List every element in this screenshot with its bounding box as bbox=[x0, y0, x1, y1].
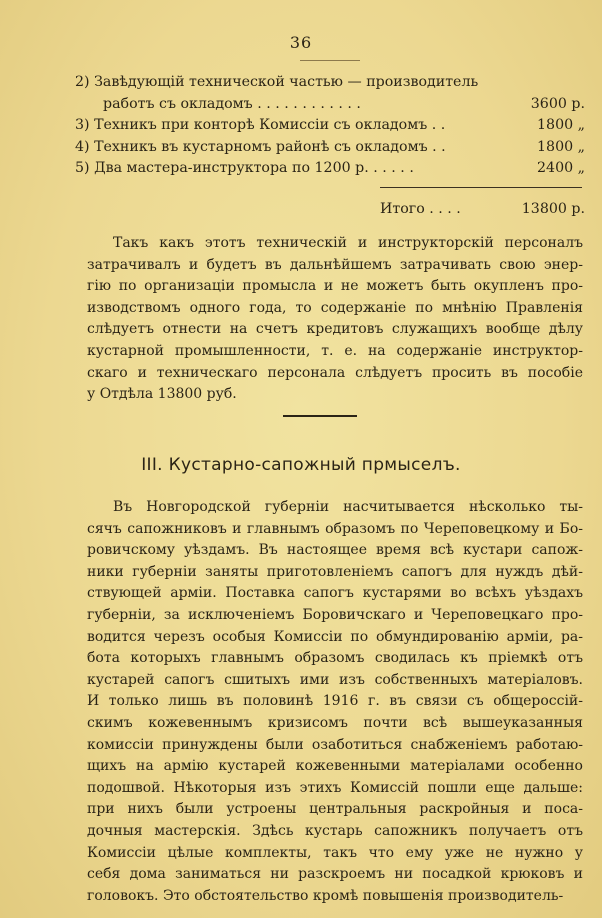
text-line: щихъ на армію кустарей кожевенными матеріалами особенно bbox=[87, 758, 583, 775]
staff-position-text: работъ съ окладомъ . . . . . . . . . . . . bbox=[103, 95, 361, 112]
total-label: Итого . . . . bbox=[380, 201, 461, 217]
text-line: комиссіи принуждены были озаботиться снабженіемъ работаю- bbox=[87, 736, 583, 753]
staff-salary-amount: 2400 „ bbox=[537, 160, 585, 177]
text-line: Комиссіи цѣлые комплекты, такъ что ему уже не нужно у bbox=[87, 844, 583, 861]
text-line: ники губерніи заняты приготовленіемъ сапогъ для нуждъ дѣй- bbox=[87, 563, 583, 580]
staff-list-row bbox=[75, 94, 585, 116]
total-amount: 13800 р. bbox=[521, 201, 585, 217]
text-line: подошвой. Нѣкоторыя изъ этихъ Комиссій пошли еще дальше: bbox=[87, 779, 583, 796]
text-line: при нихъ были устроены центральныя раскройныя и поса- bbox=[87, 801, 583, 818]
paragraph-staff-funding bbox=[87, 233, 583, 406]
page-number-underline bbox=[300, 60, 360, 61]
text-line: дочныя мастерскія. Здѣсь кустарь сапожникъ получаетъ отъ bbox=[87, 822, 583, 839]
text-line: гію по организаціи промысла и не можетъ быть окупленъ про- bbox=[87, 278, 583, 295]
staff-salary-list bbox=[75, 72, 585, 180]
text-line: скимъ кожевеннымъ кризисомъ почти всѣ вышеуказанныя bbox=[87, 714, 583, 731]
text-line: бота которыхъ главнымъ образомъ сводилась къ пріемкѣ отъ bbox=[87, 650, 583, 667]
staff-list-row bbox=[75, 137, 585, 159]
text-line: сячъ сапожниковъ и главнымъ образомъ по Череповецкому и Бо- bbox=[87, 520, 583, 537]
text-line: скаго и техническаго персонала слѣдуетъ просить въ пособіе bbox=[87, 364, 583, 381]
text-line: губерніи, за исключеніемъ Боровичскаго и Череповецкаго про- bbox=[87, 606, 583, 623]
text-line: затрачивалъ и будетъ въ дальнѣйшемъ затрачивать свою энер- bbox=[87, 256, 583, 273]
text-line: Въ Новгородской губерніи насчитывается нѣсколько ты- bbox=[113, 499, 583, 515]
staff-salary-amount: 3600 р. bbox=[530, 95, 585, 112]
staff-salary-amount: 1800 „ bbox=[537, 117, 585, 134]
paragraph-shoemaking bbox=[87, 497, 583, 907]
text-line: слѣдуетъ отнести на счетъ кредитовъ служащихъ вообще дѣлу bbox=[87, 321, 583, 338]
staff-position-text: 5) Два мастера-инструктора по 1200 р. . . . . . bbox=[75, 160, 414, 177]
text-line: головокъ. Это обстоятельство кромѣ повышенія производитель- bbox=[87, 887, 564, 904]
text-line: ствующей арміи. Поставка сапогъ кустарями во всѣхъ уѣздахъ bbox=[87, 585, 583, 602]
page-number: 36 bbox=[289, 33, 313, 52]
text-line: кустарей сапогъ сшитыхъ ими изъ собственныхъ матеріаловъ. bbox=[87, 671, 583, 688]
staff-list-row bbox=[75, 115, 585, 137]
text-line: себя дома заниматься ни разскроемъ ни посадкой крюковъ и bbox=[87, 866, 583, 883]
staff-position-text: 3) Техникъ при конторѣ Комиссіи съ окладомъ . . bbox=[75, 117, 446, 134]
staff-salary-amount: 1800 „ bbox=[537, 138, 585, 155]
text-line: изводствомъ одного года, то содержаніе по мнѣнію Правленія bbox=[87, 299, 583, 316]
section-divider bbox=[283, 415, 357, 417]
staff-position-text: 2) Завѣдующій технической частью — производитель bbox=[75, 74, 479, 90]
total-rule bbox=[380, 187, 582, 188]
text-line: кустарной промышленности, т. е. на содержаніе инструктор- bbox=[87, 342, 583, 359]
total-line bbox=[380, 198, 585, 220]
text-line: водится черезъ особыя Комиссіи по обмундированію арміи, ра- bbox=[87, 628, 583, 645]
staff-list-row bbox=[75, 72, 585, 94]
staff-position-text: 4) Техникъ въ кустарномъ районѣ съ окладомъ . . bbox=[75, 138, 446, 155]
text-line: ровичскому уѣздамъ. Въ настоящее время всѣ кустари сапож- bbox=[87, 542, 583, 559]
text-line: у Отдѣла 13800 руб. bbox=[87, 386, 237, 403]
text-line: Такъ какъ этотъ техническій и инструкторскій персоналъ bbox=[113, 235, 583, 251]
staff-list-row bbox=[75, 158, 585, 180]
text-line: И только лишь въ половинѣ 1916 г. въ связи съ общероссій- bbox=[87, 693, 583, 710]
section-heading: III. Кустарно-сапожный прмыселъ. bbox=[141, 455, 461, 475]
